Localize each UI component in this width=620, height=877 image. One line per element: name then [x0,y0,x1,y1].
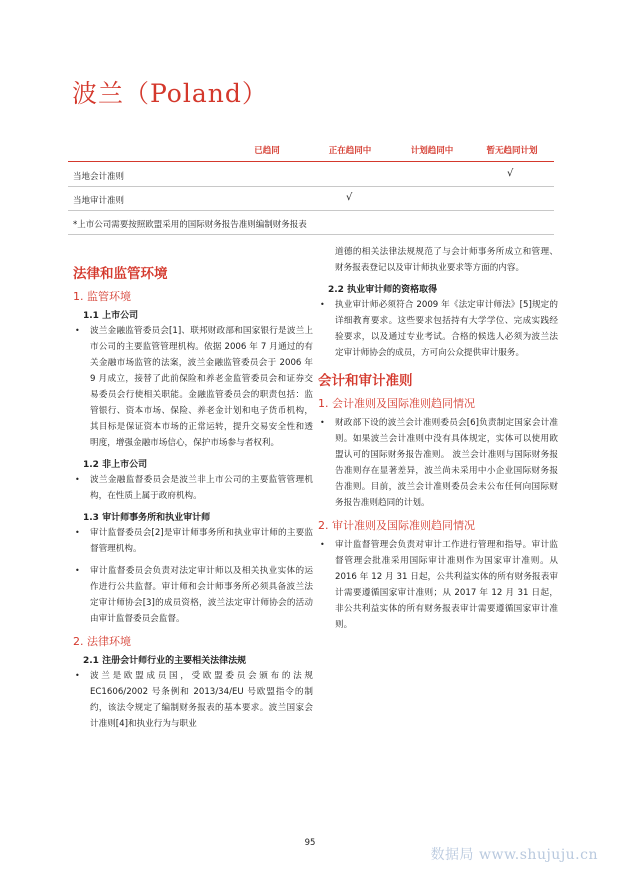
header-converged: 已趋同 [254,146,280,156]
section-heading: 法律和监管环境 [73,266,168,282]
subsection-heading: 2. 审计准则及国际准则趋同情况 [318,519,475,532]
bullet-icon: • [320,300,325,309]
topic-heading: 2.2 执业审计师的资格取得 [328,285,438,295]
subsection-heading: 1. 监管环境 [73,290,131,303]
paragraph [75,668,313,732]
header-no-plan: 暂无趋同计划 [486,146,538,156]
paragraph [320,297,558,361]
paragraph-text: 波兰金融监督委员会是波兰非上市公司的主要监管管理机构，在性质上属于政府机构。 [90,475,313,501]
paragraph: 道德的相关法律法规规范了与会计师事务所成立和管理、财务报表登记以及审计师执业要求等方面的内容。 [335,247,558,273]
header-planned: 计划趋同中 [410,146,454,156]
table-row-divider [68,186,554,187]
bullet-icon: • [320,540,325,549]
row-label-accounting: 当地会计准则 [73,172,125,182]
table-top-rule [68,161,554,162]
paragraph [75,525,313,557]
bullet-icon: • [75,566,80,575]
paragraph-text: 审计监督委员会负责对法定审计师以及相关执业实体的运作进行公共监督。审计师和会计师事务所必须具备波兰法定审计师协会[3]的成员资格，波兰法定审计师协会的活动由审计监督委员会监督。 [90,566,313,624]
paragraph [75,563,313,627]
paragraph-text: 波兰金融监管委员会[1]、联邦财政部和国家银行是波兰上市公司的主要监管管理机构。依据 2006 年 7 月通过的有关金融市场监管的法案，波兰金融监管委员会于 2006 年 9 月成立，接替了此前保险和养老金监管委员会和证券交易委员会行使相关职能。金融监管委员会的职责包括：监管银行、资本市场、保险、养老金计划和电子货币机构，其目标是保证资本市场的正常运转，提升交易安全性和透明度，增强金融市场信心，保护市场参与者权利。 [90,326,313,448]
paragraph-text: 波兰是欧盟成员国，受欧盟委员会颁布的法规 EC1606/2002 号条例和 2013/34/EU 号欧盟指令的制约，该法令规定了编制财务报表的基本要求。波兰国家会计准则[4]和执业行为与职业 [90,671,313,729]
topic-heading: 1.1 上市公司 [83,311,139,321]
watermark: 数据局 www.shujuju.cn [430,847,598,863]
bullet-icon: • [75,475,80,484]
paragraph-text: 执业审计师必须符合 2009 年《法定审计师法》[5]规定的详细教育要求。这些要求包括持有大学学位、完成实践经验要求，以及通过专业考试。合格的候选人必须为波兰法定审计师协会的成员，方可向公众提供审计服务。 [335,300,558,358]
subsection-heading: 2. 法律环境 [73,635,131,648]
bullet-icon: • [320,418,325,427]
page-number: 95 [304,838,316,848]
bullet-icon: • [75,528,80,537]
paragraph-text: 财政部下设的波兰会计准则委员会[6]负责制定国家会计准则。如果波兰会计准则中没有具体规定，实体可以使用欧盟认可的国际财务报告准则。 波兰会计准则与国际财务报告准则存在显著差异，波兰尚未采用中小企业国际财务报告准则。目前，波兰会计准则委员会未公布任何向国际财务报告准则趋同的计划。 [335,418,558,508]
topic-heading: 2.1 注册会计师行业的主要相关法律法规 [83,656,247,666]
check-accounting-no-plan: √ [507,168,514,179]
table-footnote: *上市公司需要按照欧盟采用的国际财务报告准则编制财务报表 [73,220,307,230]
row-label-auditing: 当地审计准则 [73,196,125,206]
paragraph [75,323,313,451]
bullet-icon: • [75,326,80,335]
header-converging: 正在趋同中 [328,146,372,156]
table-row-divider [68,210,554,211]
right-column [318,244,558,639]
page-title: 波兰（Poland） [72,79,268,108]
paragraph-text: 审计监督委员会[2]是审计师事务所和执业审计师的主要监督管理机构。 [90,528,313,554]
paragraph-text: 审计监督管理会负责对审计工作进行管理和指导。审计监督管理会批准采用国际审计准则作为国家审计准则。从 2016 年 12 月 31 日起，公共利益实体的所有财务报表审计需要遵循国家审计准则；从 2017 年 12 月 31 日起，非公共利益实体的所有财务报表审计需要遵循国家审计准则。 [335,540,558,630]
topic-heading: 1.3 审计师事务所和执业审计师 [83,513,211,523]
table-bottom-rule [68,234,554,235]
left-column [73,258,313,738]
bullet-icon: • [75,671,80,680]
subsection-heading: 1. 会计准则及国际准则趋同情况 [318,397,475,410]
section-heading: 会计和审计准则 [318,373,413,389]
paragraph [320,415,558,511]
topic-heading: 1.2 非上市公司 [83,460,148,470]
check-auditing-converging: √ [346,192,353,203]
paragraph [320,537,558,633]
paragraph [75,472,313,504]
